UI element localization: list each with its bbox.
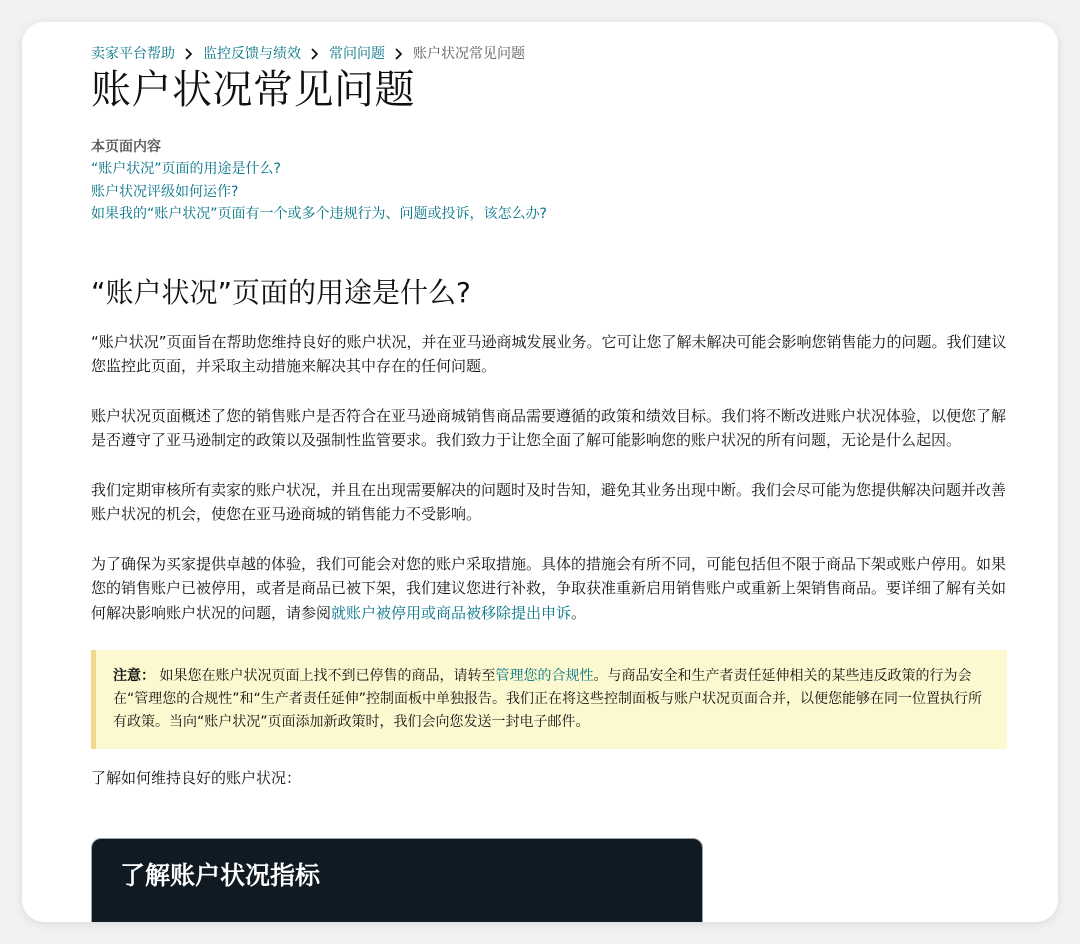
- paragraph-4-end: 。: [571, 603, 587, 622]
- table-of-contents: [91, 136, 1007, 226]
- paragraph-3: 我们定期审核所有卖家的账户状况，并且在出现需要解决的问题时及时告知，避免其业务出现中断。我们会尽可能为您提供解决问题并改善账户状况的机会，使您在亚马逊商城的销售能力不受影响。: [91, 480, 1007, 523]
- breadcrumb-monitoring-feedback[interactable]: 监控反馈与绩效: [203, 46, 301, 62]
- help-page-card: [22, 22, 1058, 922]
- note-text-rest: 。与商品安全和生产者责任延伸相关的某些违反政策的行为会在“管理您的合规性”和“生产者责任延伸”控制面板中单独报告。我们正在将这些控制面板与账户状况页面合并，以便您能够在同一位置执行所有政策。当向“账户状况”页面添加新政策时，我们会向您发送一封电子邮件。: [113, 668, 983, 730]
- manage-compliance-link[interactable]: 管理您的合规性: [495, 668, 594, 684]
- toc-link-violations[interactable]: 如果我的“账户状况”页面有一个或多个违规行为、问题或投诉，该怎么办?: [91, 206, 547, 222]
- paragraph-1: “账户状况”页面旨在帮助您维持良好的账户状况，并在亚马逊商城发展业务。它可让您了解未解决可能会影响您销售能力的问题。我们建议您监控此页面，并采取主动措施来解决其中存在的任何问题。: [91, 332, 1007, 375]
- paragraph-4: [91, 552, 1007, 626]
- note-text: 如果您在账户状况页面上找不到已停售的商品，请转至: [155, 668, 496, 684]
- main-content: [91, 44, 1007, 890]
- note-label: 注意：: [113, 668, 155, 684]
- video-title: 了解账户状况指标: [120, 861, 321, 890]
- appeal-link[interactable]: 就账户被停用或商品被移除提出申诉: [331, 603, 572, 622]
- page-title: 账户状况常见问题: [91, 67, 415, 113]
- breadcrumb-faq[interactable]: 常问问题: [329, 46, 385, 62]
- breadcrumb-current: 账户状况常见问题: [413, 46, 525, 62]
- toc-heading: 本页面内容: [91, 139, 161, 155]
- toc-link-rating[interactable]: 账户状况评级如何运作?: [91, 183, 239, 200]
- chevron-right-icon: [385, 44, 413, 64]
- section-title: “账户状况”页面的用途是什么?: [91, 275, 471, 309]
- toc-link-purpose[interactable]: “账户状况”页面的用途是什么?: [91, 161, 281, 177]
- chevron-right-icon: [301, 44, 329, 64]
- note-box: [91, 650, 1007, 749]
- video-player[interactable]: [91, 838, 703, 922]
- breadcrumb-seller-help[interactable]: 卖家平台帮助: [91, 46, 175, 62]
- breadcrumb: [91, 44, 1007, 64]
- paragraph-4-text: 为了确保为买家提供卓越的体验，我们可能会对您的账户采取措施。具体的措施会有所不同，可能包括但不限于商品下架或账户停用。如果您的销售账户已被停用，或者是商品已被下架，我们建议您进行补救，争取获准重新启用销售账户或重新上架销售商品。要详细了解有关如何解决影响账户状况的问题，请参阅: [91, 554, 1007, 622]
- learn-heading: 了解如何维持良好的账户状况：: [91, 769, 302, 787]
- chevron-right-icon: [175, 44, 203, 64]
- paragraph-2: 账户状况页面概述了您的销售账户是否符合在亚马逊商城销售商品需要遵循的政策和绩效目标。我们将不断改进账户状况体验，以便您了解是否遵守了亚马逊制定的政策以及强制性监管要求。我们致力于让您全面了解可能影响您的账户状况的所有问题，无论是什么起因。: [91, 406, 1007, 449]
